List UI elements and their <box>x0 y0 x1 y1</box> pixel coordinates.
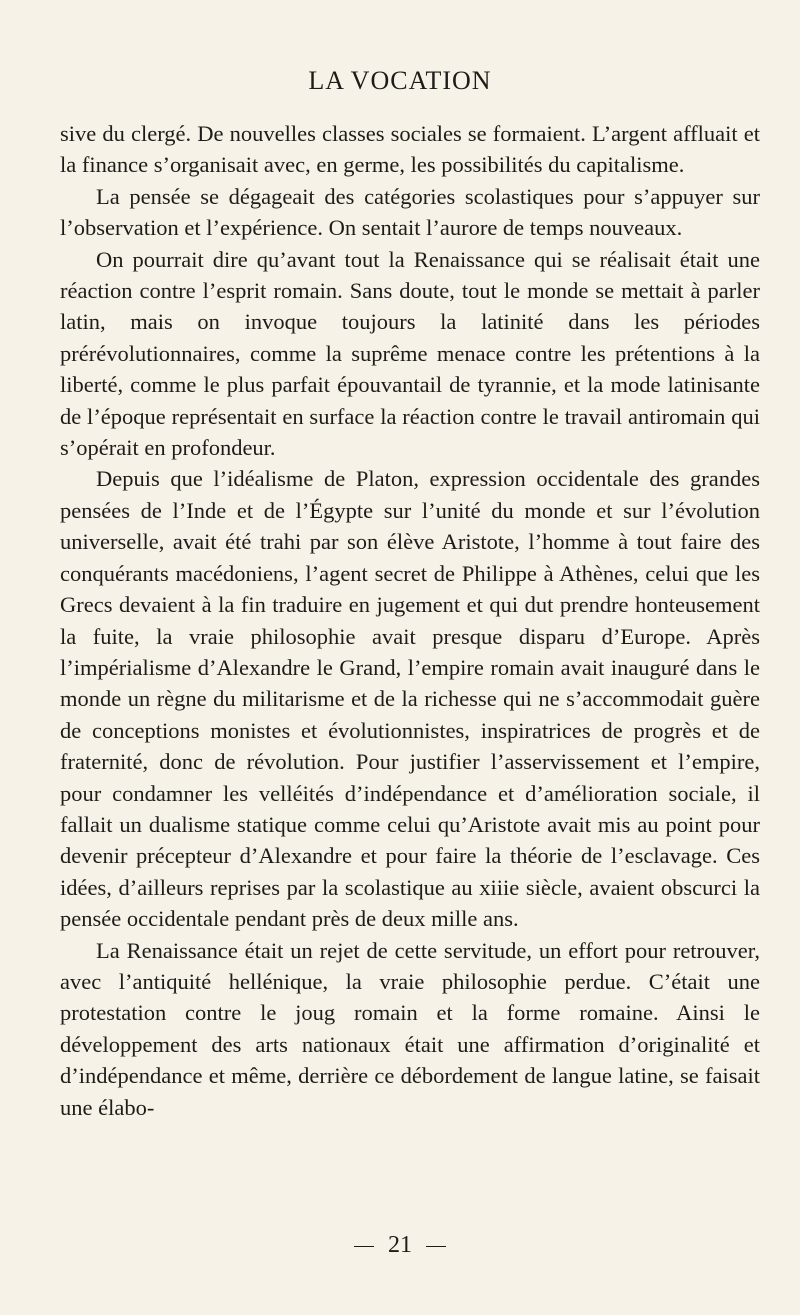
page-footer <box>0 1232 800 1259</box>
folio-dash-left <box>354 1246 374 1247</box>
body-text <box>60 118 760 1123</box>
paragraph-1: sive du clergé. De nouvelles classes sociales se formaient. L’argent affluait et la finance s’organisait avec, en germe, les possibilités du capitalisme. <box>60 121 760 178</box>
running-title: LA VOCATION <box>308 66 492 95</box>
folio-dash-right <box>426 1246 446 1247</box>
paragraph-4: Depuis que l’idéalisme de Platon, expression occidentale des grandes pensées de l’Inde et de l’Égypte sur l’unité du monde et sur l’évolution universelle, avait été trahi par son élève Aristote, l’homme à tout faire des conquérants macédoniens, l’agent secret de Philippe à Athènes, celui que les Grecs devaient à la fin traduire en jugement et qui dut prendre honteusement la fuite, la vraie philosophie avait presque disparu d’Europe. Après l’impérialisme d’Alexandre le Grand, l’empire romain avait inauguré dans le monde un règne du militarisme et de la richesse qui ne s’accommodait guère de conceptions monistes et évolutionnistes, inspiratrices de progrès et de fraternité, donc de révolution. Pour justifier l’asservissement et l’empire, pour condamner les velléités d’indépendance et d’amélioration sociale, il fallait un dualisme statique comme celui qu’Aristote avait mis au point pour devenir précepteur d’Alexandre et pour faire la théorie de l’esclavage. Ces idées, d’ailleurs reprises par la scolastique au xiiie siècle, avaient obscurci la pensée occidentale pendant près de deux mille ans. <box>60 466 760 932</box>
paragraph-2: La pensée se dégageait des catégories scolastiques pour s’appuyer sur l’observation et l’expérience. On sentait l’aurore de temps nouveaux. <box>60 183 760 241</box>
paragraph-5: La Renaissance était un rejet de cette servitude, un effort pour retrouver, avec l’antiquité hellénique, la vraie philosophie perdue. C’était une protestation contre le joug romain et la forme romaine. Ainsi le développement des arts nationaux était une affirmation d’originalité et d’indépendance et même, derrière ce débordement de langue latine, se faisait une élabo- <box>60 937 760 1120</box>
paragraph-3: On pourrait dire qu’avant tout la Renaissance qui se réalisait était une réaction contre l’esprit romain. Sans doute, tout le monde se mettait à parler latin, mais on invoque toujours la latinité dans les périodes prérévolutionnaires, comme la suprême menace contre les prétentions à la liberté, comme le plus parfait épouvantail de tyrannie, et la mode latinisante de l’époque représentait en surface la réaction contre le travail antiromain qui s’opérait en profondeur. <box>60 246 760 461</box>
page-number: 21 <box>388 1232 412 1258</box>
